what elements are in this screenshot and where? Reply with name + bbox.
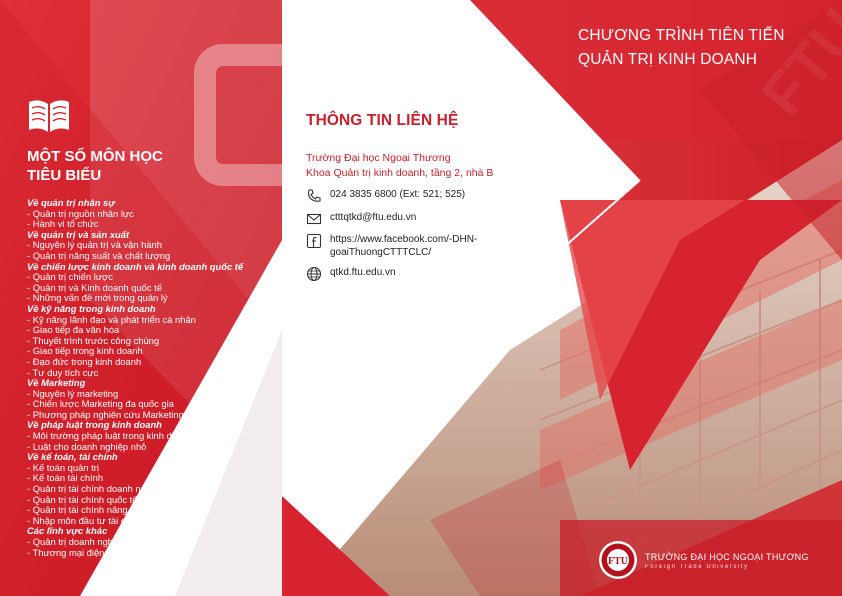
subject-category: Về quản trị và sản xuất — [27, 228, 130, 240]
program-title-line2: QUẢN TRỊ KINH DOANH — [578, 51, 758, 68]
subject-item: - Nguyên lý marketing — [27, 387, 119, 399]
subject-item: - Quản trị năng suất và chất lượng — [27, 249, 171, 261]
contact-facebook-line1: https://www.facebook.com/-DHN- — [330, 234, 478, 245]
subject-item: - Kế toán quản trị — [27, 461, 99, 473]
subject-item: - Quản trị tài chính nâng cao — [27, 504, 146, 516]
contact-facebook-line2: goaiThuongCTTTCLC/ — [330, 247, 432, 258]
contact-university: Trường Đại học Ngoại Thương — [306, 152, 451, 164]
subject-category: Về chiến lược kinh doanh và kinh doanh quốc tế — [27, 260, 244, 272]
subject-item: - Giao tiếp trong kinh doanh — [27, 345, 143, 357]
subjects-list — [27, 198, 267, 558]
subject-item: - Tư duy tích cực — [27, 366, 99, 378]
subject-item: - Nhập môn đầu tư tài chính — [27, 514, 144, 526]
subject-item: - Quản trị tài chính quốc tế — [27, 493, 138, 505]
subject-item: - Thuyết trình trước công chúng — [27, 334, 160, 346]
mail-icon — [306, 211, 322, 227]
subject-item: - Giao tiếp đa văn hóa — [27, 324, 120, 336]
subject-category: Về quản trị nhân sự — [27, 197, 115, 208]
subject-category: Về Marketing — [27, 377, 86, 389]
globe-icon — [306, 266, 322, 282]
subject-item: - Những vấn đề mới trong quản lý — [27, 292, 168, 304]
contact-email-row — [306, 211, 530, 227]
university-logo-icon — [598, 540, 638, 580]
contact-heading: THÔNG TIN LIÊN HỆ — [306, 112, 459, 129]
subject-item: - Đạo đức trong kinh doanh — [27, 355, 142, 367]
contact-email[interactable]: ctttqtkd@ftu.edu.vn — [330, 212, 417, 223]
subject-category: Về kỹ năng trong kinh doanh — [27, 302, 156, 314]
subject-item: - Thương mại điện tử — [27, 546, 116, 558]
subject-item: - Quản trị tài chính doanh nghiệp — [27, 483, 164, 495]
contact-phone-row — [306, 188, 530, 204]
subject-category: Các lĩnh vực khác — [27, 525, 108, 537]
open-book-icon — [26, 96, 72, 136]
contact-faculty: Khoa Quản trị kinh doanh, tầng 2, nhà B — [306, 167, 494, 179]
subject-item: - Kế toán tài chính — [27, 472, 104, 484]
contact-website[interactable]: qtkd.ftu.edu.vn — [330, 267, 396, 278]
subject-item: - Môi trường pháp luật trong kinh doanh — [27, 430, 193, 442]
facebook-icon — [306, 233, 322, 249]
subject-item: - Hành vi tổ chức — [27, 218, 99, 230]
subject-item: - Phương pháp nghiên cứu Marketing — [27, 408, 184, 420]
subject-item: - Luật cho doanh nghiệp nhỏ — [27, 440, 147, 452]
contact-facebook[interactable] — [330, 233, 530, 259]
subject-item: - Quản trị nguồn nhân lực — [27, 207, 134, 219]
subject-item: - Nguyên lý quản trị và vận hành — [27, 239, 162, 251]
subject-item: - Quản trị chiến lược — [27, 271, 113, 283]
subject-item: - Quản trị doanh nghiệp nhỏ — [27, 536, 144, 547]
subjects-title-line1: MỘT SỐ MÔN HỌC — [27, 148, 163, 165]
logo-text: FTU — [608, 556, 628, 567]
phone-icon — [306, 188, 322, 204]
subject-item: - Kỹ năng lãnh đạo và phát triển cá nhân — [27, 313, 196, 325]
subjects-title — [27, 147, 227, 185]
contact-website-row — [306, 266, 530, 282]
subject-item: - Chiến lược Marketing đa quốc gia — [27, 398, 174, 410]
subject-category: Về kế toán, tài chính — [27, 451, 118, 463]
subjects-title-line2: TIÊU BIỂU — [27, 167, 102, 184]
program-title-line1: CHƯƠNG TRÌNH TIÊN TIẾN — [578, 27, 785, 44]
subject-category: Về pháp luật trong kinh doanh — [27, 419, 162, 431]
subject-item: - Quản trị và Kinh doanh quốc tế — [27, 281, 162, 293]
university-name: TRƯỜNG ĐẠI HỌC NGOẠI THƯƠNG — [645, 552, 809, 562]
university-subname: Foreign Trade University — [645, 564, 749, 570]
contact-facebook-row — [306, 233, 530, 259]
program-title — [578, 24, 828, 72]
contact-phone[interactable]: 024 3835 6800 (Ext: 521; 525) — [330, 189, 466, 200]
